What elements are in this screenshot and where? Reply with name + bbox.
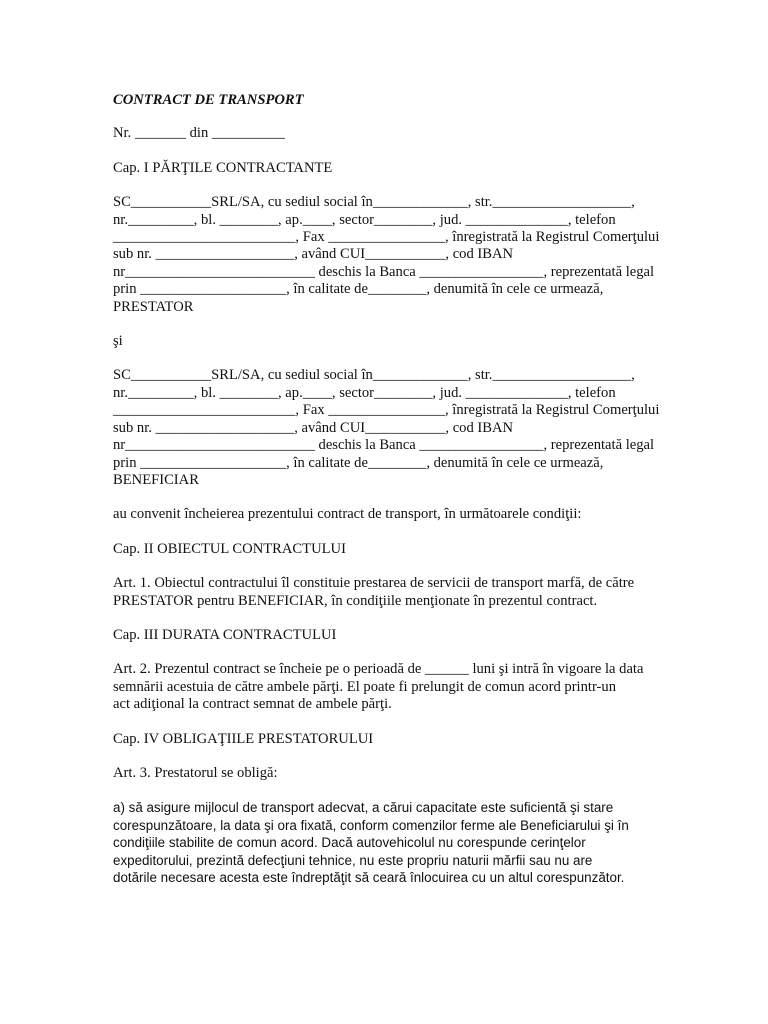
chapter-1-heading: Cap. I PĂRŢILE CONTRACTANTE [113, 159, 333, 176]
party-beneficiar-block [113, 367, 668, 489]
party2-line: prin ____________________, în calitate de________, denumită în cele ce urmează, [113, 454, 604, 471]
article-1-line: Art. 1. Obiectul contractului îl constituie prestarea de servicii de transport marfă, de către [113, 575, 635, 592]
article-2-line: semnării acestuia de către ambele părţi. El poate fi prelungit de comun acord printr-un [113, 678, 616, 695]
article-2-line: act adiţional la contract semnat de ambele părţi. [113, 696, 392, 713]
party2-role: BENEFICIAR [113, 471, 199, 488]
party2-line: SC___________SRL/SA, cu sediul social în_____________, str.___________________, [113, 367, 635, 384]
party1-line: prin ____________________, în calitate de________, denumită în cele ce urmează, [113, 281, 604, 298]
party2-line: nr__________________________ deschis la Banca _________________, reprezentată legal [113, 437, 655, 454]
article-2-line: Art. 2. Prezentul contract se încheie pe o perioadă de ______ luni şi intră în vigoare la data [113, 661, 644, 678]
party2-line: nr._________, bl. ________, ap.____, sector________, jud. ______________, telefon [113, 384, 616, 401]
party1-line: nr._________, bl. ________, ap.____, sector________, jud. ______________, telefon [113, 211, 616, 228]
item-a-line: condiţiile stabilite de comun acord. Dacă autovehicolul nu corespunde cerinţelor [113, 835, 586, 851]
item-a-line: a) să asigure mijlocul de transport adecvat, a cărui capacitate este suficientă şi stare [113, 800, 614, 816]
chapter-4-heading: Cap. IV OBLIGAŢIILE PRESTATORULUI [113, 730, 374, 747]
contract-title: CONTRACT DE TRANSPORT [113, 92, 304, 108]
chapter-3-heading: Cap. III DURATA CONTRACTULUI [113, 626, 337, 643]
chapter-2-heading: Cap. II OBIECTUL CONTRACTULUI [113, 540, 346, 557]
party1-role: PRESTATOR [113, 298, 194, 315]
item-a-line: corespunzătoare, la data şi ora fixată, conform comenzilor ferme ale Beneficiarului şi în [113, 817, 629, 833]
party1-line: sub nr. ___________________, având CUI___________, cod IBAN [113, 246, 514, 263]
party1-line: nr__________________________ deschis la Banca _________________, reprezentată legal [113, 263, 655, 280]
article-2 [113, 661, 668, 713]
article-1-line: PRESTATOR pentru BENEFICIAR, în condiţiile menţionate în prezentul contract. [113, 592, 598, 609]
contract-number-line: Nr. _______ din __________ [113, 125, 285, 142]
party1-line: _________________________, Fax ________________, înregistrată la Registrul Comerţului [113, 229, 660, 246]
article-3-item-a [113, 799, 668, 886]
party-prestator-block [113, 194, 668, 316]
item-a-line: dotările necesare acesta este îndreptăţit să ceară înlocuirea cu un altul corespunzător. [113, 870, 625, 885]
conjunction-and: şi [113, 333, 123, 350]
party2-line: sub nr. ___________________, având CUI___________, cod IBAN [113, 419, 514, 436]
agreement-statement: au convenit încheierea prezentului contract de transport, în următoarele condiţii: [113, 506, 582, 523]
article-1 [113, 575, 668, 610]
article-3: Art. 3. Prestatorul se obligă: [113, 764, 278, 781]
item-a-line: expeditorului, prezintă defecţiuni tehnice, nu este propriu naturii mărfii sau nu are [113, 852, 593, 868]
party2-line: _________________________, Fax ________________, înregistrată la Registrul Comerţului [113, 402, 660, 419]
party1-line: SC___________SRL/SA, cu sediul social în_____________, str.___________________, [113, 194, 635, 211]
